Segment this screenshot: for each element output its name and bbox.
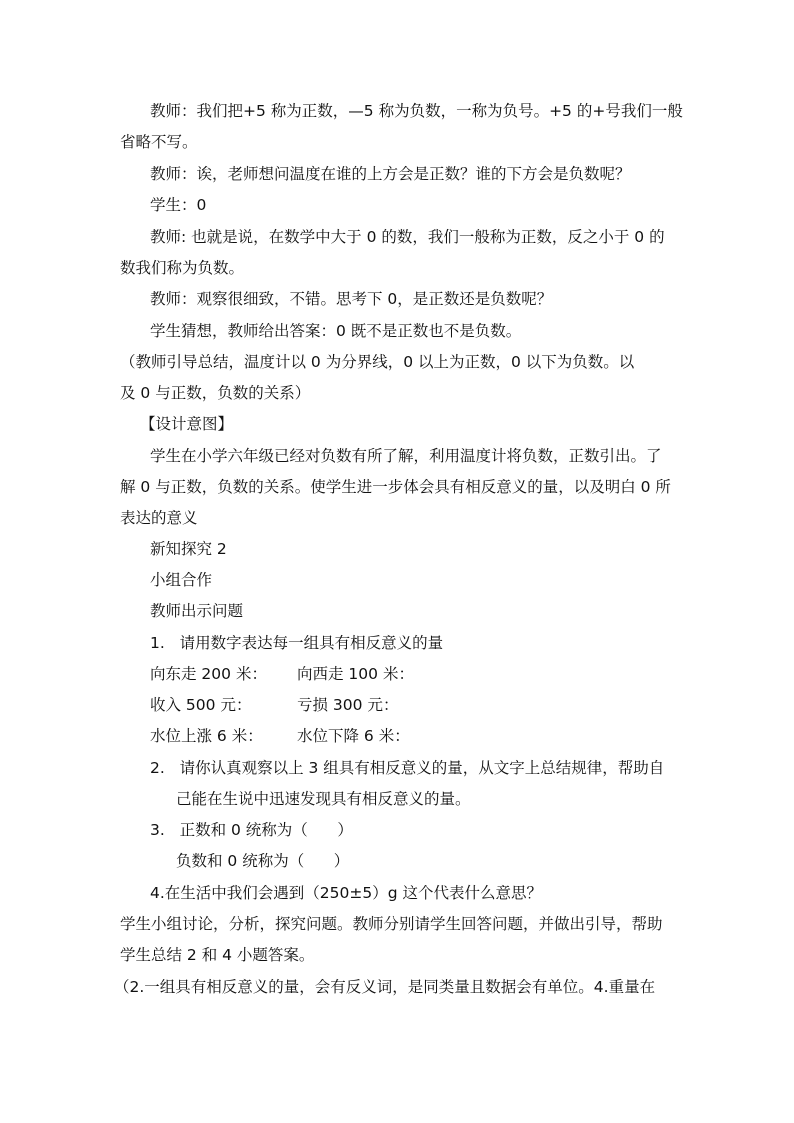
text-line: 学生总结 2 和 4 小题答案。 <box>120 946 315 964</box>
text-line: 负数和 0 统称为（ ） <box>176 852 350 870</box>
text-line: （2.一组具有相反意义的量，会有反义词，是同类量且数据会有单位。4.重量在 <box>114 978 656 996</box>
text-line: 学生：0 <box>150 196 207 214</box>
list-item: 2. 请你认真观察以上 3 组具有相反意义的量，从文字上总结规律，帮助自 <box>150 759 665 777</box>
list-item: 4.在生活中我们会遇到（250±5）g 这个代表什么意思？ <box>150 884 542 902</box>
text-line: 水位下降 6 米： <box>297 727 410 745</box>
text-line: 学生小组讨论，分析，探究问题。教师分别请学生回答问题，并做出引导，帮助 <box>120 915 663 933</box>
text-line: 教师: 也就是说，在数学中大于 0 的数，我们一般称为正数，反之小于 0 的 <box>150 228 665 246</box>
section-heading: 【设计意图】 <box>140 415 234 433</box>
text-line: 学生猜想，教师给出答案：0 既不是正数也不是负数。 <box>150 322 522 340</box>
text-line: 数我们称为负数。 <box>120 259 245 277</box>
text-line: （教师引导总结，温度计以 0 为分界线，0 以上为正数，0 以下为负数。以 <box>120 353 635 371</box>
text-line: 向西走 100 米： <box>297 665 414 683</box>
text-line: 学生在小学六年级已经对负数有所了解，利用温度计将负数，正数引出。了 <box>150 447 662 465</box>
text-line: 向东走 200 米： <box>150 665 267 683</box>
list-item: 3. 正数和 0 统称为（ ） <box>150 821 353 839</box>
text-line: 省略不写。 <box>120 133 198 151</box>
text-line: 新知探究 2 <box>150 540 227 558</box>
text-line: 教师：我们把+5 称为正数，—5 称为负数，一称为负号。+5 的+号我们一般 <box>150 102 683 120</box>
text-line: 小组合作 <box>150 571 213 589</box>
text-line: 己能在生说中迅速发现具有相反意义的量。 <box>176 790 471 808</box>
text-line: 教师：观察很细致，不错。思考下 0，是正数还是负数呢？ <box>150 290 553 308</box>
list-item: 1. 请用数字表达每一组具有相反意义的量 <box>150 634 444 652</box>
text-line: 教师出示问题 <box>150 602 244 620</box>
text-line: 收入 500 元： <box>150 696 252 714</box>
text-line: 解 0 与正数，负数的关系。使学生进一步体会具有相反意义的量，以及明白 0 所 <box>120 478 671 496</box>
text-line: 亏损 300 元： <box>297 696 399 714</box>
text-line: 表达的意义 <box>120 509 198 527</box>
text-line: 教师：诶，老师想问温度在谁的上方会是正数？谁的下方会是负数呢？ <box>150 165 631 183</box>
text-line: 水位上涨 6 米： <box>150 727 263 745</box>
text-line: 及 0 与正数，负数的关系） <box>120 384 311 402</box>
